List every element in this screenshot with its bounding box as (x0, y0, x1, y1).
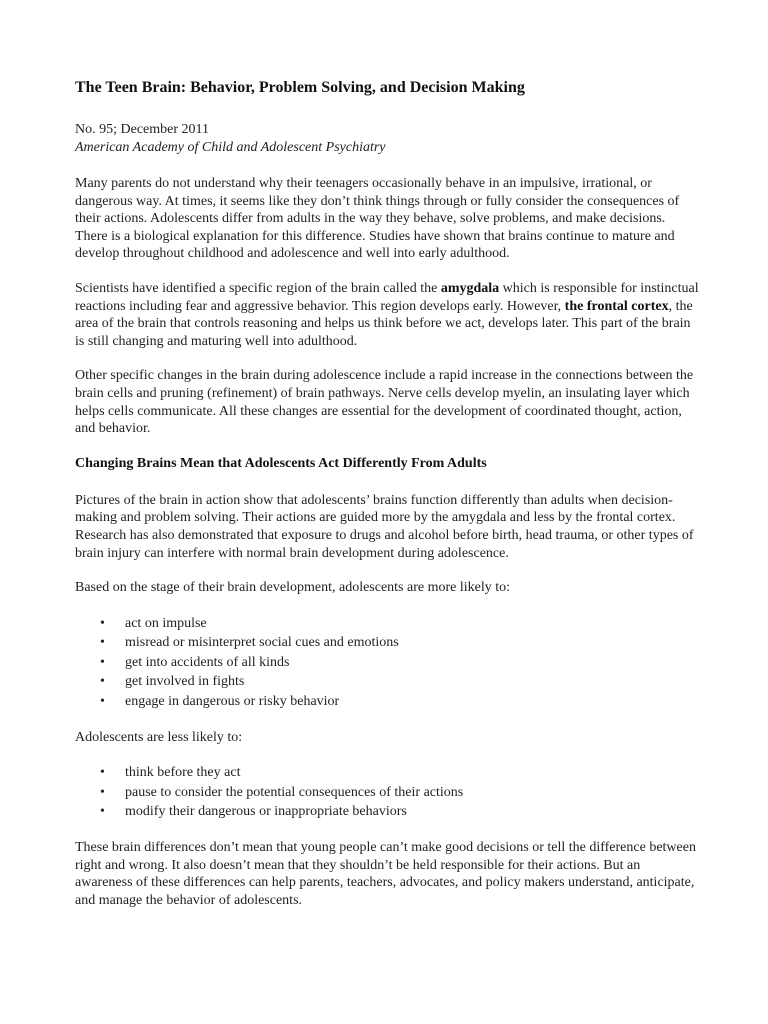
list-item: • act on impulse (100, 614, 699, 634)
less-likely-list (75, 763, 699, 822)
paragraph-text: Scientists have identified a specific region of the brain called the (75, 280, 441, 296)
document-meta (75, 121, 699, 157)
list-item: • engage in dangerous or risky behavior (100, 692, 699, 712)
organization-name: American Academy of Child and Adolescent Psychiatry (75, 140, 386, 155)
list-item: • get involved in fights (100, 672, 699, 692)
document-body (75, 76, 699, 926)
more-likely-intro: Based on the stage of their brain development, adolescents are more likely to: (75, 580, 511, 596)
less-likely-intro: Adolescents are less likely to: (75, 729, 243, 745)
term-amygdala: amygdala (440, 280, 500, 296)
list-item: • get into accidents of all kinds (100, 653, 699, 673)
list-item: • pause to consider the potential consequences of their actions (100, 783, 699, 803)
list-item: • modify their dangerous or inappropriate behaviors (100, 802, 699, 822)
term-frontal-cortex: the frontal cortex (564, 298, 669, 314)
more-likely-list (75, 614, 699, 712)
list-item: • think before they act (100, 763, 699, 783)
document-title: The Teen Brain: Behavior, Problem Solving, and Decision Making (75, 79, 525, 96)
paragraph-brain-changes: Other specific changes in the brain during adolescence include a rapid increase in the connections between the brain cells and pruning (refinement) of brain pathways. Nerve cells develop myelin, an insulating layer which helps cells communicate. All these changes are essential for the development of coordinated thought, action, and behavior. (75, 368, 694, 437)
paragraph-amygdala (75, 280, 699, 350)
issue-date: No. 95; December 2011 (75, 122, 209, 137)
paragraph-brain-pictures: Pictures of the brain in action show that adolescents’ brains function differently than adults when decision-making and problem solving. Their actions are guided more by the amygdala and less by the frontal cortex. Research has also demonstrated that exposure to drugs and alcohol before birth, head trauma, or other types of brain injury can interfere with normal brain development during adolescence. (75, 492, 694, 561)
paragraph-intro: Many parents do not understand why their teenagers occasionally behave in an impulsive, irrational, or dangerous way. At times, it seems like they don’t think things through or fully consider the consequences of their actions. Adolescents differ from adults in the way they behave, solve problems, and make decisions. There is a biological explanation for this difference. Studies have shown that brains continue to mature and develop throughout childhood and adolescence and well into early adulthood. (75, 176, 680, 262)
paragraph-text: , the area of the brain that controls reasoning and helps us think before we act, develops later. This part of the brain is still changing and maturing well into adulthood. (75, 298, 693, 349)
section-heading: Changing Brains Mean that Adolescents Act Differently From Adults (75, 455, 487, 471)
list-item: • misread or misinterpret social cues and emotions (100, 633, 699, 653)
paragraph-text: which is responsible for instinctual reactions including fear and aggressive behavior. This region develops early. However, (75, 280, 699, 314)
paragraph-conclusion: These brain differences don’t mean that young people can’t make good decisions or tell the difference between right and wrong. It also doesn’t mean that they shouldn’t be held responsible for their actions. But an awareness of these differences can help parents, teachers, advocates, and policy makers understand, anticipate, and manage the behavior of adolescents. (75, 840, 696, 908)
